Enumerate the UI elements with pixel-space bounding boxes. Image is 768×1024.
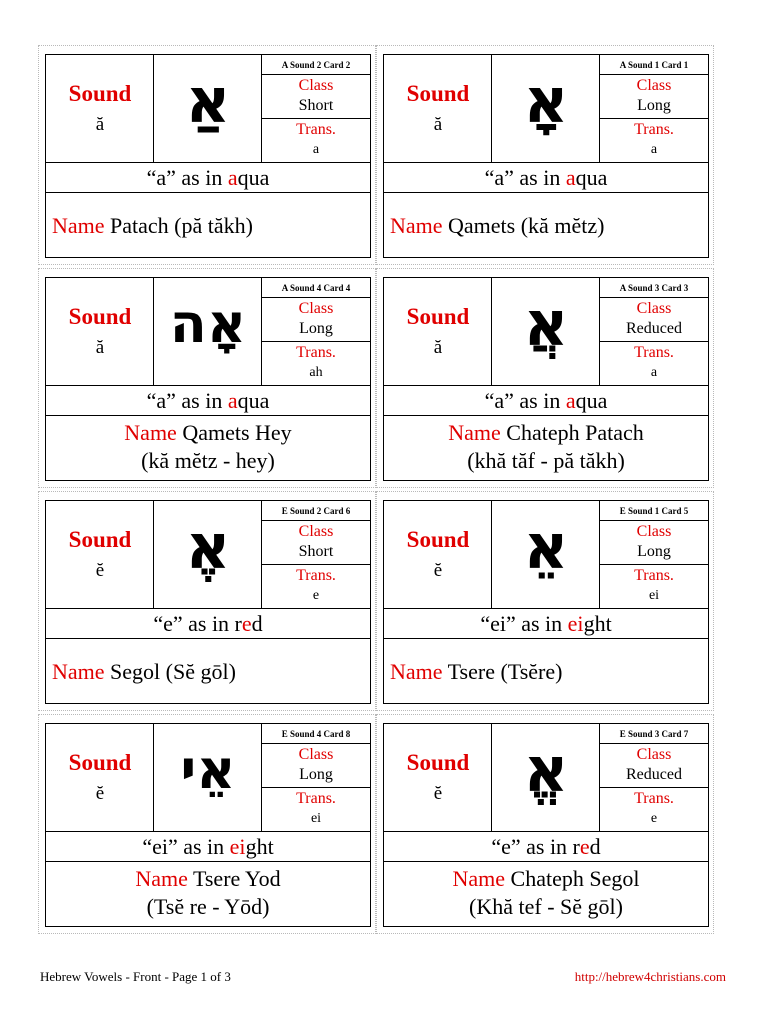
name-label: Name [52, 213, 105, 238]
vowel-name-line [384, 420, 708, 446]
trans-value: e [312, 588, 320, 603]
trans-label: Trans. [296, 344, 336, 361]
example-highlight: a [227, 165, 238, 190]
card-id: E Sound 4 Card 8 [262, 724, 370, 744]
vowel-name-area [46, 416, 370, 480]
class-value: Long [637, 97, 671, 114]
example-prefix: “e” as in r [491, 834, 580, 859]
sound-label: Sound [406, 750, 470, 775]
example-highlight: a [227, 388, 238, 413]
trans-label: Trans. [296, 567, 336, 584]
card-id: E Sound 2 Card 6 [262, 501, 370, 521]
sound-box [46, 55, 154, 163]
hebrew-letter-box [492, 278, 600, 386]
vowel-card [45, 723, 371, 927]
info-box [600, 55, 708, 163]
trans-row [600, 788, 708, 832]
vowel-name-line [46, 420, 370, 446]
example-prefix: “a” as in [146, 388, 228, 413]
card-id: A Sound 1 Card 1 [600, 55, 708, 75]
class-value: Reduced [626, 766, 682, 783]
hebrew-letter: אֱ [523, 733, 569, 806]
vowel-card [383, 723, 709, 927]
info-box [262, 55, 370, 163]
vowel-name-line [52, 213, 253, 239]
hebrew-letter-box [492, 724, 600, 832]
trans-label: Trans. [296, 121, 336, 138]
pronunciation-example [46, 609, 370, 639]
info-box [262, 724, 370, 832]
trans-value: a [650, 365, 658, 380]
sound-box [46, 724, 154, 832]
vowel-name-line [46, 866, 370, 892]
vowel-name: Patach (pă tăkh) [110, 213, 253, 238]
vowel-card [383, 500, 709, 704]
hebrew-letter-box [154, 278, 262, 386]
sound-label: Sound [406, 81, 470, 106]
sound-box [384, 55, 492, 163]
card-cell [38, 268, 376, 488]
sound-label: Sound [406, 527, 470, 552]
class-row [262, 521, 370, 565]
class-label: Class [298, 746, 334, 763]
vowel-name: Segol (Sĕ gōl) [110, 659, 236, 684]
class-value: Short [298, 97, 334, 114]
class-label: Class [636, 523, 672, 540]
class-row [600, 744, 708, 788]
card-top-section [46, 278, 370, 386]
class-label: Class [298, 300, 334, 317]
trans-row [262, 119, 370, 163]
pronunciation-example [46, 163, 370, 193]
hebrew-letter: אֶ [185, 510, 231, 583]
card-cell [376, 491, 714, 711]
example-prefix: “ei” as in [142, 834, 230, 859]
card-top-section [384, 501, 708, 609]
class-label: Class [298, 77, 334, 94]
info-box [262, 278, 370, 386]
sound-value: ă [433, 114, 443, 135]
card-cell [376, 714, 714, 934]
trans-label: Trans. [634, 121, 674, 138]
class-row [600, 75, 708, 119]
class-value: Reduced [626, 320, 682, 337]
example-prefix: “ei” as in [480, 611, 568, 636]
name-label: Name [390, 213, 443, 238]
card-id: E Sound 1 Card 5 [600, 501, 708, 521]
trans-value: a [312, 142, 320, 157]
example-suffix: qua [575, 165, 608, 190]
name-label: Name [452, 866, 506, 891]
vowel-card [45, 500, 371, 704]
vowel-card [383, 277, 709, 481]
vowel-name-pronunciation: (khă tăf - pă tăkh) [467, 448, 625, 473]
class-label: Class [636, 300, 672, 317]
example-highlight: ei [229, 834, 246, 859]
sound-box [46, 278, 154, 386]
card-top-section [384, 55, 708, 163]
vowel-name-line [390, 659, 562, 685]
info-box [600, 501, 708, 609]
vowel-name-line [390, 213, 604, 239]
example-highlight: a [565, 388, 576, 413]
vowel-name: Chateph Segol [510, 866, 640, 891]
vowel-name-pronunciation: (kă mĕtz - hey) [141, 448, 275, 473]
vowel-name-area [384, 416, 708, 480]
sound-label: Sound [68, 304, 132, 329]
sound-label: Sound [68, 527, 132, 552]
class-row [262, 75, 370, 119]
hebrew-letter: אַ [185, 64, 231, 137]
example-suffix: qua [237, 165, 270, 190]
card-id: A Sound 4 Card 4 [262, 278, 370, 298]
hebrew-letter-box [154, 501, 262, 609]
example-prefix: “e” as in r [153, 611, 242, 636]
vowel-name-area [46, 639, 370, 703]
sound-box [384, 501, 492, 609]
vowel-name-area [384, 639, 708, 703]
example-highlight: ei [567, 611, 584, 636]
trans-label: Trans. [634, 567, 674, 584]
sound-value: ĕ [95, 783, 105, 804]
class-value: Short [298, 543, 334, 560]
trans-label: Trans. [296, 790, 336, 807]
footer-website-link[interactable]: http://hebrew4christians.com [574, 969, 726, 984]
trans-row [600, 342, 708, 386]
sound-label: Sound [406, 304, 470, 329]
card-top-section [384, 724, 708, 832]
card-top-section [384, 278, 708, 386]
pronunciation-example [46, 832, 370, 862]
hebrew-letter: אָ [523, 64, 569, 137]
vowel-name-area [384, 862, 708, 926]
class-row [600, 298, 708, 342]
card-id: E Sound 3 Card 7 [600, 724, 708, 744]
info-box [600, 724, 708, 832]
pronunciation-example [46, 386, 370, 416]
vowel-name: Tsere (Tsĕre) [447, 659, 563, 684]
sound-value: ă [95, 337, 105, 358]
card-cell [376, 45, 714, 265]
vowel-card [45, 54, 371, 258]
sound-box [384, 724, 492, 832]
example-suffix: qua [575, 388, 608, 413]
name-label: Name [448, 420, 501, 445]
vowel-name-pronunciation: (Khă tef - Sĕ gōl) [469, 894, 623, 919]
card-cell [38, 714, 376, 934]
class-label: Class [636, 77, 672, 94]
vowel-name-line [384, 866, 708, 892]
class-row [262, 298, 370, 342]
vowel-card [383, 54, 709, 258]
sound-box [384, 278, 492, 386]
example-suffix: d [251, 611, 263, 636]
class-row [262, 744, 370, 788]
trans-row [262, 565, 370, 609]
pronunciation-example [384, 386, 708, 416]
example-prefix: “a” as in [146, 165, 228, 190]
card-top-section [46, 501, 370, 609]
card-cell [376, 268, 714, 488]
card-cell [38, 45, 376, 265]
hebrew-letter: אֵ [523, 510, 569, 583]
vowel-name: Tsere Yod [192, 866, 281, 891]
example-suffix: ght [583, 611, 612, 636]
pronunciation-example [384, 609, 708, 639]
example-suffix: d [589, 834, 601, 859]
class-value: Long [299, 766, 333, 783]
info-box [262, 501, 370, 609]
card-id: A Sound 3 Card 3 [600, 278, 708, 298]
trans-row [600, 565, 708, 609]
info-box [600, 278, 708, 386]
vowel-name-line [52, 659, 236, 685]
name-label: Name [52, 659, 105, 684]
hebrew-letter: אֲ [523, 287, 569, 360]
trans-row [262, 342, 370, 386]
hebrew-letter: אֵי [180, 738, 236, 801]
class-row [600, 521, 708, 565]
example-prefix: “a” as in [484, 388, 566, 413]
vowel-name: Qamets (kă mĕtz) [448, 213, 605, 238]
trans-value: ei [310, 811, 322, 826]
sound-value: ĕ [433, 560, 443, 581]
hebrew-letter-box [154, 724, 262, 832]
vowel-name: Chateph Patach [506, 420, 644, 445]
vowel-name-pronunciation: (Tsĕ re - Yōd) [146, 894, 270, 919]
sound-value: ĕ [433, 783, 443, 804]
hebrew-letter: אָה [169, 292, 247, 355]
trans-label: Trans. [634, 344, 674, 361]
footer-page-info: Hebrew Vowels - Front - Page 1 of 3 [40, 969, 231, 984]
vowel-name-area [46, 862, 370, 926]
example-highlight: e [579, 834, 590, 859]
hebrew-letter-box [154, 55, 262, 163]
example-suffix: ght [245, 834, 274, 859]
card-top-section [46, 724, 370, 832]
vowel-card [45, 277, 371, 481]
hebrew-letter-box [492, 501, 600, 609]
example-highlight: e [241, 611, 252, 636]
card-top-section [46, 55, 370, 163]
name-label: Name [124, 420, 177, 445]
example-prefix: “a” as in [484, 165, 566, 190]
name-label: Name [390, 659, 443, 684]
trans-label: Trans. [634, 790, 674, 807]
name-label: Name [135, 866, 188, 891]
class-label: Class [636, 746, 672, 763]
trans-row [600, 119, 708, 163]
class-value: Long [299, 320, 333, 337]
vowel-name-area [384, 193, 708, 257]
class-label: Class [298, 523, 334, 540]
pronunciation-example [384, 163, 708, 193]
sound-value: ă [95, 114, 105, 135]
card-cell [38, 491, 376, 711]
vowel-name: Qamets Hey [182, 420, 292, 445]
hebrew-letter-box [492, 55, 600, 163]
example-highlight: a [565, 165, 576, 190]
sound-label: Sound [68, 750, 132, 775]
trans-row [262, 788, 370, 832]
trans-value: a [650, 142, 658, 157]
sound-value: ĕ [95, 560, 105, 581]
sound-value: ă [433, 337, 443, 358]
sound-label: Sound [68, 81, 132, 106]
pronunciation-example [384, 832, 708, 862]
sound-box [46, 501, 154, 609]
example-suffix: qua [237, 388, 270, 413]
vowel-name-area [46, 193, 370, 257]
card-id: A Sound 2 Card 2 [262, 55, 370, 75]
trans-value: e [650, 811, 658, 826]
trans-value: ei [648, 588, 660, 603]
trans-value: ah [309, 365, 323, 380]
class-value: Long [637, 543, 671, 560]
